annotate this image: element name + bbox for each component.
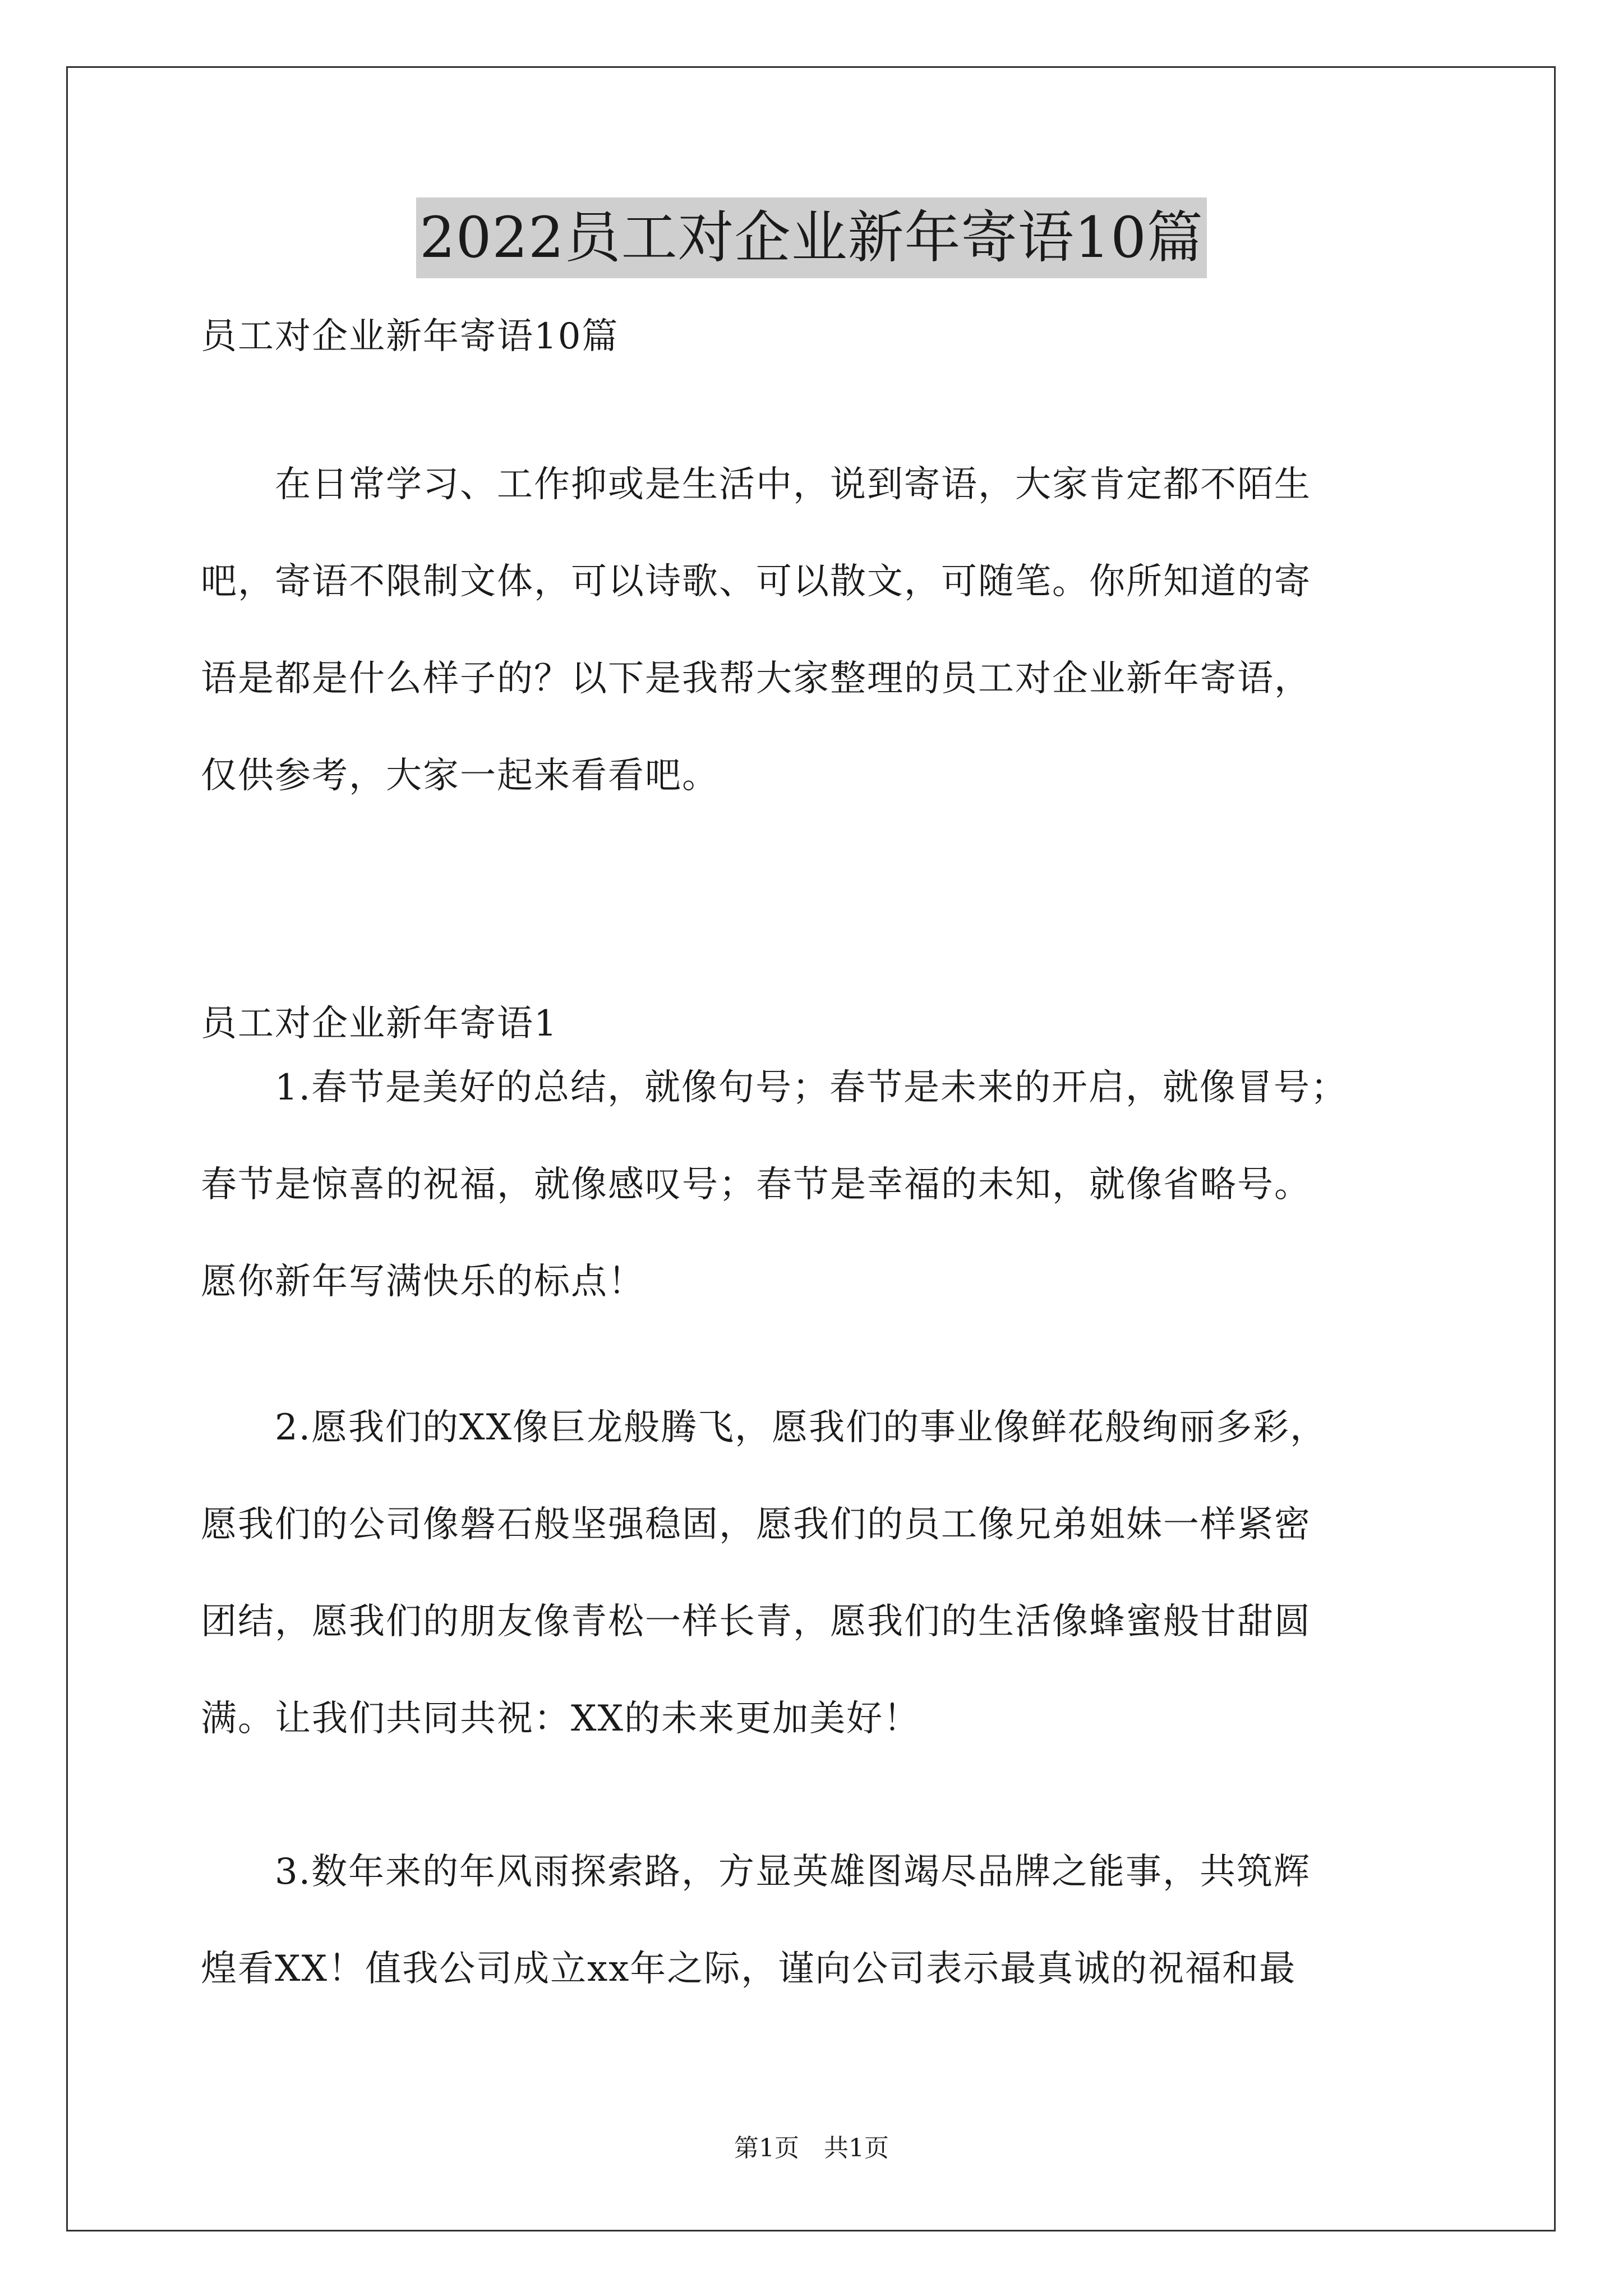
paragraph-1	[201, 1059, 1435, 1350]
intro-line: 吧，寄语不限制文体，可以诗歌、可以散文，可随笔。你所知道的寄	[201, 561, 1311, 602]
intro-line: 在日常学习、工作抑或是生活中，说到寄语，大家肯定都不陌生	[201, 464, 1311, 505]
section-title: 员工对企业新年寄语1	[201, 1003, 558, 1045]
paragraph-line: 1.春节是美好的总结，就像句号；春节是未来的开启，就像冒号；	[201, 1067, 1348, 1108]
paragraph-2	[201, 1398, 1435, 1787]
intro-line: 仅供参考，大家一起来看看吧。	[201, 755, 719, 797]
paragraph-line: 愿你新年写满快乐的标点！	[201, 1261, 645, 1303]
paragraph-line: 3.数年来的年风雨探索路，方显英雄图竭尽品牌之能事，共筑辉	[201, 1851, 1311, 1893]
paragraph-3	[201, 1843, 1435, 2037]
paragraph-line: 煌看XX！值我公司成立xx年之际，谨向公司表示最真诚的祝福和最	[201, 1948, 1297, 1990]
intro-paragraph	[201, 455, 1435, 844]
paragraph-line: 满。让我们共同共祝：XX的未来更加美好！	[201, 1698, 921, 1740]
title-container	[0, 197, 1623, 278]
paragraph-line: 愿我们的公司像磐石般坚强稳固，愿我们的员工像兄弟姐妹一样紧密	[201, 1504, 1311, 1545]
paragraph-line: 团结，愿我们的朋友像青松一样长青，愿我们的生活像蜂蜜般甘甜圆	[201, 1601, 1311, 1642]
paragraph-line: 2.愿我们的XX像巨龙般腾飞，愿我们的事业像鲜花般绚丽多彩，	[201, 1407, 1327, 1448]
page-footer: 第1页 共1页	[734, 2134, 889, 2162]
section-heading-block	[201, 995, 1435, 1053]
document-title: 2022员工对企业新年寄语10篇	[416, 197, 1207, 278]
intro-line: 语是都是什么样子的？以下是我帮大家整理的员工对企业新年寄语，	[201, 658, 1311, 700]
paragraph-line: 春节是惊喜的祝福，就像感叹号；春节是幸福的未知，就像省略号。	[201, 1164, 1311, 1205]
document-subtitle: 员工对企业新年寄语10篇	[201, 316, 619, 357]
subtitle-block	[201, 307, 1435, 366]
